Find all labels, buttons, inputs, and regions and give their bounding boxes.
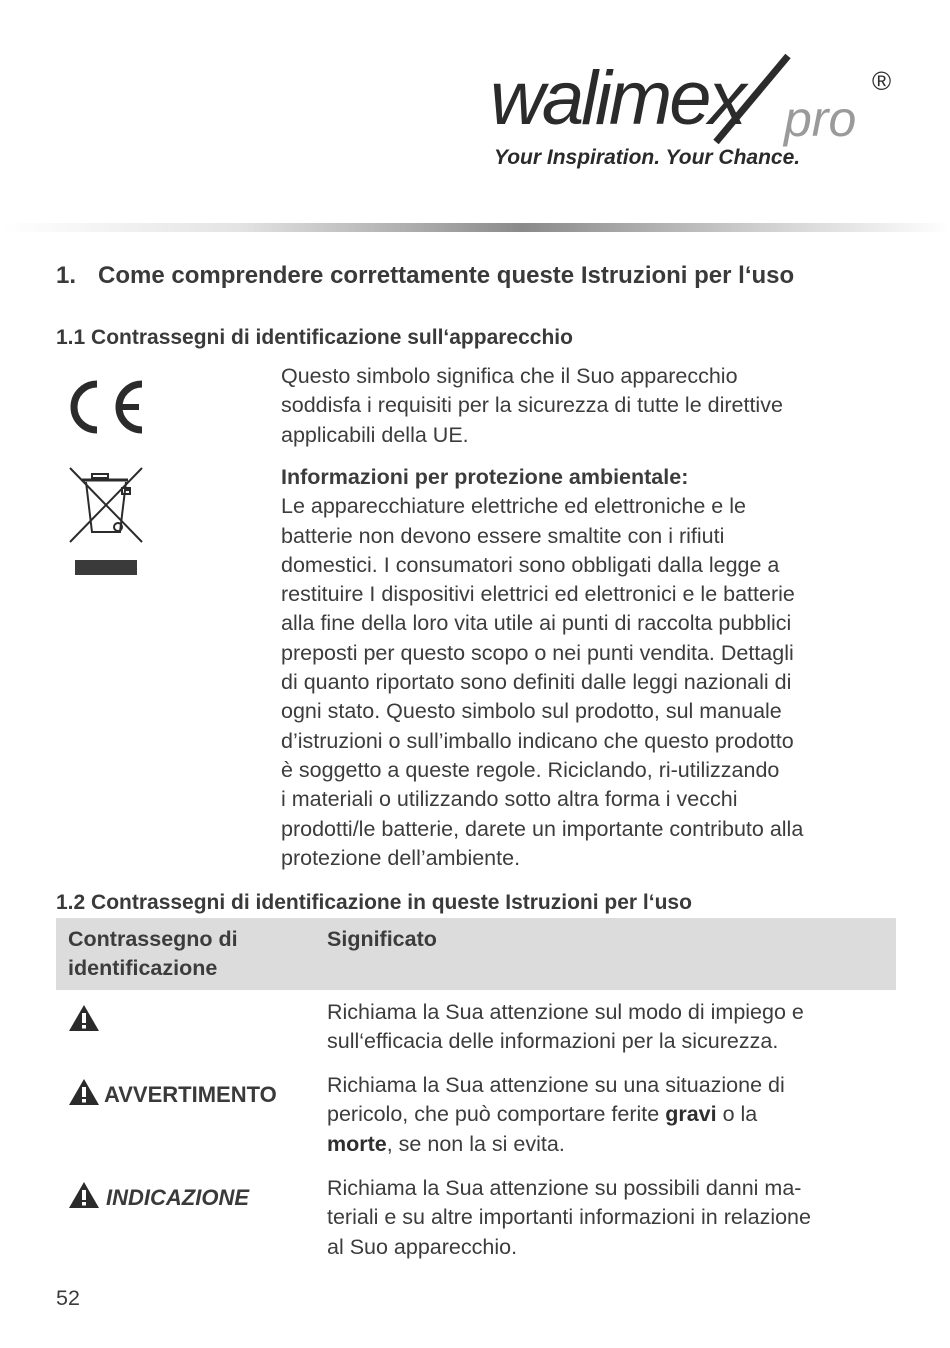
environment-title: Informazioni per protezione ambientale: — [281, 465, 689, 489]
brand-logo — [490, 52, 900, 148]
ce-line: Questo simbolo significa che il Suo apparecchio — [281, 364, 738, 388]
env-line: d’istruzioni o sull’imballo indicano che questo prodotto — [281, 728, 794, 753]
env-line: i materiali o utilizzando sotto altra forma i vecchi — [281, 787, 738, 812]
weee-crossed-bin-icon — [68, 466, 146, 551]
registered-mark: ® — [872, 66, 892, 96]
section-title-text: Come comprendere correttamente queste Istruzioni per l‘uso — [98, 262, 795, 289]
row-line — [327, 1130, 785, 1159]
env-line: alla fine della loro vita utile ai punti di raccolta pubblici — [281, 611, 792, 636]
header-line: identificazione — [68, 956, 218, 981]
subsection-heading-1-2: 1.2 Contrassegni di identificazione in queste Istruzioni per l‘uso — [56, 891, 692, 914]
warning-triangle-icon — [68, 1004, 100, 1037]
ce-mark-icon — [66, 378, 148, 441]
env-line: preposti per questo scopo o nei punti vendita. Dettagli — [281, 640, 794, 665]
row-text-segment: pericolo, che può comportare ferite — [327, 1102, 666, 1127]
env-line: restituire I dispositivi elettrici ed elettronici e le batterie — [281, 582, 795, 607]
table-row-1-meaning — [327, 998, 804, 1057]
subsection-heading-1-1: 1.1 Contrassegni di identificazione sull‘apparecchio — [56, 326, 573, 349]
row-line: Richiama la Sua attenzione sul modo di impiego e — [327, 1000, 804, 1024]
weee-bar — [75, 560, 137, 575]
env-line: domestici. I consumatori sono obbligati dalla legge a — [281, 552, 780, 577]
env-line: batterie non devono essere smaltite con i rifiuti — [281, 523, 725, 548]
row-line: teriali e su altre importanti informazioni in relazione — [327, 1205, 811, 1230]
environment-info — [281, 463, 891, 873]
row-line: sull‘efficacia delle informazioni per la sicurezza. — [327, 1029, 779, 1054]
table-header-symbol — [68, 925, 238, 984]
row-text-bold: gravi — [665, 1102, 717, 1127]
row-line: Richiama la Sua attenzione su possibili danni ma- — [327, 1176, 802, 1200]
row-text-bold: morte — [327, 1131, 387, 1156]
table-header-meaning: Significato — [327, 927, 437, 951]
warning-label-indicazione: INDICAZIONE — [106, 1185, 249, 1210]
tagline: Your Inspiration. Your Chance. — [494, 146, 801, 169]
env-line: è soggetto a queste regole. Riciclando, ri-utilizzando — [281, 757, 780, 782]
warning-triangle-icon — [68, 1181, 100, 1214]
row-line: al Suo apparecchio. — [327, 1234, 518, 1259]
ce-line: applicabili della UE. — [281, 422, 469, 447]
header-line: Contrassegno di — [68, 927, 238, 951]
section-number: 1. — [56, 262, 77, 289]
logo-brand-main: walimex — [490, 56, 744, 141]
row-line — [327, 1100, 785, 1129]
env-line: di quanto riportato sono definiti dalle leggi nazionali di — [281, 670, 792, 695]
table-row-2-meaning — [327, 1071, 785, 1159]
section-title — [56, 262, 794, 290]
walimex-pro-logo — [490, 52, 900, 148]
table-row-3-meaning — [327, 1174, 811, 1262]
header-divider — [0, 223, 950, 232]
row-text-segment: , se non la si evita. — [386, 1131, 565, 1156]
table-header — [56, 918, 896, 990]
row-text-segment: o la — [716, 1102, 758, 1127]
ce-description — [281, 362, 891, 450]
page-number: 52 — [56, 1286, 80, 1310]
logo-brand-sub: pro — [784, 91, 857, 147]
ce-line: soddisfa i requisiti per la sicurezza di tutte le direttive — [281, 393, 783, 418]
warning-label-avvertimento: AVVERTIMENTO — [104, 1082, 277, 1107]
warning-triangle-icon — [68, 1078, 100, 1111]
env-line: Le apparecchiature elettriche ed elettroniche e le — [281, 494, 746, 519]
row-line: Richiama la Sua attenzione su una situazione di — [327, 1073, 785, 1097]
env-line: ogni stato. Questo simbolo sul prodotto, sul manuale — [281, 699, 782, 724]
env-line: prodotti/le batterie, darete un importante contributo alla — [281, 816, 804, 841]
env-line: protezione dell’ambiente. — [281, 845, 521, 870]
